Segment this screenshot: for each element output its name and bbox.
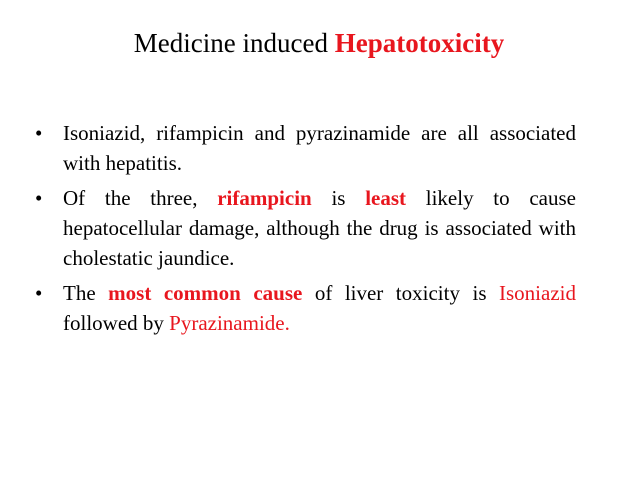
bullet-marker: • xyxy=(35,186,43,210)
bullet-text: of liver toxicity is xyxy=(302,281,499,305)
bullet-item xyxy=(34,118,576,178)
highlighted-term: Isoniazid xyxy=(499,281,576,305)
bullet-list xyxy=(34,118,576,343)
bullet-item xyxy=(34,278,576,338)
title-prefix: Medicine induced xyxy=(133,28,335,58)
bullet-text: Of the three, xyxy=(63,186,218,210)
highlighted-term: Pyrazinamide. xyxy=(169,311,290,335)
slide-title xyxy=(0,26,638,60)
bullet-text: followed by xyxy=(63,311,170,335)
highlighted-term: least xyxy=(365,186,407,210)
bullet-item xyxy=(34,183,576,273)
bullet-text: likely to cause hepatocellular damage, although the drug is associated with cholestatic jaundice. xyxy=(63,186,576,270)
bullet-marker: • xyxy=(35,121,43,145)
bullet-text: The xyxy=(63,281,109,305)
bullet-text: is xyxy=(311,186,366,210)
bullet-text: Isoniazid, rifampicin and pyrazinamide are all associated with hepatitis. xyxy=(63,121,576,175)
bullet-marker: • xyxy=(35,281,43,305)
highlighted-term: most common cause xyxy=(108,281,303,305)
title-emphasis: Hepatotoxicity xyxy=(334,28,505,58)
highlighted-term: rifampicin xyxy=(217,186,312,210)
